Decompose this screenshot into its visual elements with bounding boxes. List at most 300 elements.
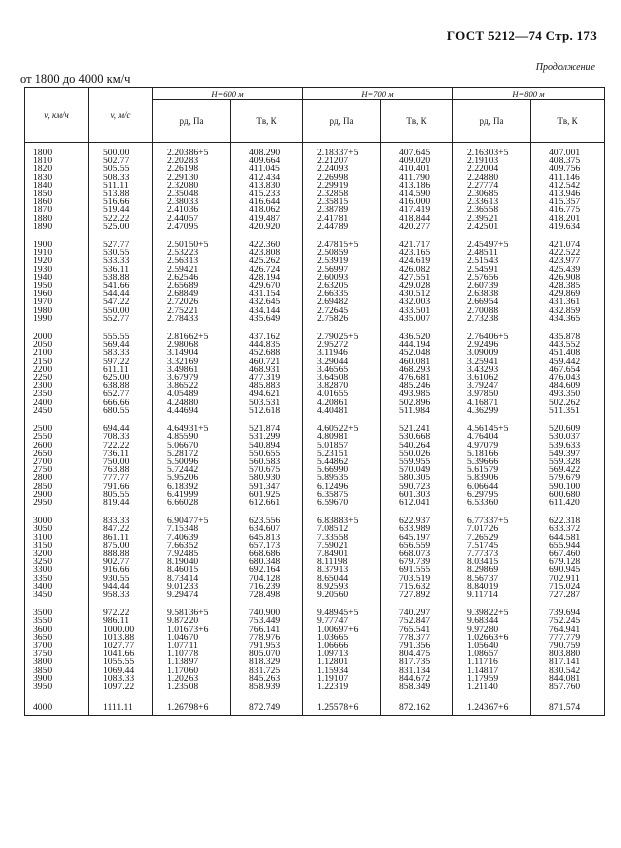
cell-pressure-600: 3.14904 bbox=[153, 349, 231, 357]
cell-speed-kmh: 1840 bbox=[25, 182, 89, 190]
cell-temp-800: 539.633 bbox=[531, 442, 605, 450]
spacer-cell bbox=[381, 599, 453, 609]
cell-temp-600: 428.194 bbox=[231, 274, 303, 282]
table-row bbox=[25, 190, 605, 198]
cell-temp-700: 580.305 bbox=[381, 474, 453, 482]
cell-temp-700: 550.026 bbox=[381, 450, 453, 458]
cell-temp-800: 459.442 bbox=[531, 358, 605, 366]
spacer-cell bbox=[89, 323, 153, 333]
cell-pressure-800: 3.09009 bbox=[453, 349, 531, 357]
cell-temp-700: 727.892 bbox=[381, 591, 453, 599]
cell-pressure-700: 1.06666 bbox=[303, 642, 381, 650]
cell-temp-600: 668.686 bbox=[231, 550, 303, 558]
cell-temp-800: 530.037 bbox=[531, 433, 605, 441]
cell-speed-ms: 791.66 bbox=[89, 483, 153, 491]
cell-speed-kmh: 3150 bbox=[25, 542, 89, 550]
cell-pressure-600: 4.85590 bbox=[153, 433, 231, 441]
cell-pressure-700: 9.48945+5 bbox=[303, 609, 381, 617]
cell-temp-800: 467.654 bbox=[531, 366, 605, 374]
cell-speed-kmh: 1940 bbox=[25, 274, 89, 282]
table-row bbox=[25, 642, 605, 650]
cell-pressure-600: 2.62546 bbox=[153, 274, 231, 282]
cell-temp-700: 430.512 bbox=[381, 290, 453, 298]
cell-pressure-600: 3.49861 bbox=[153, 366, 231, 374]
cell-pressure-800: 8.56737 bbox=[453, 575, 531, 583]
cell-speed-ms: 1041.66 bbox=[89, 650, 153, 658]
table-row bbox=[25, 675, 605, 683]
cell-pressure-700: 5.89535 bbox=[303, 474, 381, 482]
cell-pressure-700: 7.08512 bbox=[303, 525, 381, 533]
cell-temp-700: 804.475 bbox=[381, 650, 453, 658]
cell-temp-700: 559.955 bbox=[381, 458, 453, 466]
cell-pressure-600: 2.56313 bbox=[153, 257, 231, 265]
cell-pressure-600: 4.64931+5 bbox=[153, 425, 231, 433]
cell-temp-700: 521.241 bbox=[381, 425, 453, 433]
cell-temp-700: 493.985 bbox=[381, 390, 453, 398]
col-header-temperature: Tв, К bbox=[381, 100, 453, 143]
cell-speed-kmh: 2650 bbox=[25, 450, 89, 458]
cell-temp-600: 444.835 bbox=[231, 341, 303, 349]
cell-temp-800: 416.775 bbox=[531, 206, 605, 214]
cell-pressure-600: 2.44057 bbox=[153, 215, 231, 223]
cell-pressure-800: 2.63838 bbox=[453, 290, 531, 298]
cell-speed-kmh: 3600 bbox=[25, 626, 89, 634]
cell-temp-700: 645.197 bbox=[381, 534, 453, 542]
cell-pressure-600: 3.32169 bbox=[153, 358, 231, 366]
cell-temp-700: 485.246 bbox=[381, 382, 453, 390]
cell-temp-700: 460.081 bbox=[381, 358, 453, 366]
cell-temp-800: 413.946 bbox=[531, 190, 605, 198]
cell-pressure-600: 9.87220 bbox=[153, 617, 231, 625]
cell-pressure-800: 2.48511 bbox=[453, 249, 531, 257]
cell-pressure-800: 3.97850 bbox=[453, 390, 531, 398]
cell-temp-700: 590.723 bbox=[381, 483, 453, 491]
spacer-cell bbox=[303, 691, 381, 701]
cell-temp-600: 422.360 bbox=[231, 241, 303, 249]
cell-pressure-600: 2.50150+5 bbox=[153, 241, 231, 249]
cell-temp-700: 715.632 bbox=[381, 583, 453, 591]
cell-temp-700: 622.937 bbox=[381, 517, 453, 525]
cell-speed-ms: 502.77 bbox=[89, 157, 153, 165]
cell-temp-700: 429.028 bbox=[381, 282, 453, 290]
cell-pressure-700: 2.47815+5 bbox=[303, 241, 381, 249]
cell-temp-800: 476.043 bbox=[531, 374, 605, 382]
spacer-cell bbox=[153, 691, 231, 701]
cell-temp-600: 408.290 bbox=[231, 149, 303, 157]
table-row bbox=[25, 315, 605, 323]
cell-temp-800: 667.460 bbox=[531, 550, 605, 558]
cell-speed-ms: 958.33 bbox=[89, 591, 153, 599]
cell-pressure-800: 2.45497+5 bbox=[453, 241, 531, 249]
cell-pressure-800: 2.30685 bbox=[453, 190, 531, 198]
cell-pressure-800: 6.77337+5 bbox=[453, 517, 531, 525]
cell-pressure-800: 2.66954 bbox=[453, 298, 531, 306]
cell-pressure-700: 2.26998 bbox=[303, 174, 381, 182]
cell-pressure-600: 2.47095 bbox=[153, 223, 231, 231]
cell-speed-ms: 902.77 bbox=[89, 558, 153, 566]
cell-speed-kmh: 3850 bbox=[25, 667, 89, 675]
cell-pressure-700: 2.53919 bbox=[303, 257, 381, 265]
cell-temp-600: 634.607 bbox=[231, 525, 303, 533]
cell-temp-800: 679.128 bbox=[531, 558, 605, 566]
spacer-cell bbox=[303, 415, 381, 425]
spacer-cell bbox=[531, 691, 605, 701]
cell-speed-ms: 1055.55 bbox=[89, 658, 153, 666]
cell-pressure-600: 8.19040 bbox=[153, 558, 231, 566]
spacer-cell bbox=[89, 507, 153, 517]
cell-pressure-600: 4.24880 bbox=[153, 399, 231, 407]
cell-temp-800: 429.869 bbox=[531, 290, 605, 298]
table-row bbox=[25, 249, 605, 257]
cell-speed-ms: 875.00 bbox=[89, 542, 153, 550]
cell-pressure-700: 2.24093 bbox=[303, 165, 381, 173]
cell-speed-ms: 638.88 bbox=[89, 382, 153, 390]
table-row bbox=[25, 617, 605, 625]
cell-temp-600: 435.649 bbox=[231, 315, 303, 323]
table-row bbox=[25, 442, 605, 450]
cell-temp-600: 778.976 bbox=[231, 634, 303, 642]
cell-speed-ms: 694.44 bbox=[89, 425, 153, 433]
cell-pressure-800: 9.11714 bbox=[453, 591, 531, 599]
cell-temp-600: 477.319 bbox=[231, 374, 303, 382]
spacer-cell bbox=[153, 507, 231, 517]
cell-pressure-700: 1.19107 bbox=[303, 675, 381, 683]
cell-pressure-700: 2.69482 bbox=[303, 298, 381, 306]
cell-speed-ms: 888.88 bbox=[89, 550, 153, 558]
cell-pressure-700: 1.25578+6 bbox=[303, 701, 381, 716]
cell-pressure-700: 8.65044 bbox=[303, 575, 381, 583]
cell-pressure-600: 2.20386+5 bbox=[153, 149, 231, 157]
cell-pressure-800: 2.54591 bbox=[453, 266, 531, 274]
cell-pressure-700: 8.11198 bbox=[303, 558, 381, 566]
col-header-speed-ms: v, м/с bbox=[89, 88, 153, 143]
cell-temp-700: 421.717 bbox=[381, 241, 453, 249]
cell-temp-800: 493.350 bbox=[531, 390, 605, 398]
cell-speed-ms: 847.22 bbox=[89, 525, 153, 533]
cell-temp-600: 426.724 bbox=[231, 266, 303, 274]
cell-pressure-600: 7.66352 bbox=[153, 542, 231, 550]
spacer-cell bbox=[153, 231, 231, 241]
cell-speed-kmh: 2450 bbox=[25, 407, 89, 415]
cell-pressure-700: 1.00697+6 bbox=[303, 626, 381, 634]
cell-speed-ms: 611.11 bbox=[89, 366, 153, 374]
cell-speed-kmh: 1960 bbox=[25, 290, 89, 298]
spacer-cell bbox=[89, 599, 153, 609]
cell-speed-kmh: 4000 bbox=[25, 701, 89, 716]
cell-speed-ms: 583.33 bbox=[89, 349, 153, 357]
cell-speed-kmh: 2300 bbox=[25, 382, 89, 390]
col-header-pressure: pд, Па bbox=[453, 100, 531, 143]
cell-temp-600: 623.556 bbox=[231, 517, 303, 525]
cell-temp-700: 426.082 bbox=[381, 266, 453, 274]
cell-speed-kmh: 1880 bbox=[25, 215, 89, 223]
cell-pressure-800: 9.68344 bbox=[453, 617, 531, 625]
cell-temp-800: 715.024 bbox=[531, 583, 605, 591]
spacer-cell bbox=[153, 415, 231, 425]
cell-temp-800: 484.609 bbox=[531, 382, 605, 390]
cell-speed-ms: 1013.88 bbox=[89, 634, 153, 642]
col-header-speed-kmh: v, км/ч bbox=[25, 88, 89, 143]
spacer-cell bbox=[231, 599, 303, 609]
cell-temp-700: 417.419 bbox=[381, 206, 453, 214]
cell-pressure-700: 5.44862 bbox=[303, 458, 381, 466]
spacer-cell bbox=[303, 231, 381, 241]
cell-temp-700: 420.277 bbox=[381, 223, 453, 231]
cell-pressure-800: 9.39822+5 bbox=[453, 609, 531, 617]
cell-pressure-600: 1.07711 bbox=[153, 642, 231, 650]
cell-temp-600: 601.925 bbox=[231, 491, 303, 499]
cell-speed-ms: 666.66 bbox=[89, 399, 153, 407]
cell-temp-700: 413.186 bbox=[381, 182, 453, 190]
cell-pressure-800: 9.97280 bbox=[453, 626, 531, 634]
cell-pressure-600: 1.17060 bbox=[153, 667, 231, 675]
cell-speed-kmh: 1920 bbox=[25, 257, 89, 265]
table-row bbox=[25, 358, 605, 366]
cell-speed-kmh: 3450 bbox=[25, 591, 89, 599]
cell-pressure-600: 1.04670 bbox=[153, 634, 231, 642]
cell-speed-kmh: 1830 bbox=[25, 174, 89, 182]
cell-pressure-700: 9.20560 bbox=[303, 591, 381, 599]
table-row bbox=[25, 298, 605, 306]
cell-temp-700: 436.520 bbox=[381, 333, 453, 341]
spacer-cell bbox=[231, 507, 303, 517]
cell-speed-kmh: 3100 bbox=[25, 534, 89, 542]
cell-temp-800: 844.081 bbox=[531, 675, 605, 683]
cell-temp-800: 425.439 bbox=[531, 266, 605, 274]
cell-speed-ms: 833.33 bbox=[89, 517, 153, 525]
spacer-cell bbox=[153, 599, 231, 609]
cell-pressure-700: 4.60522+5 bbox=[303, 425, 381, 433]
cell-speed-ms: 530.55 bbox=[89, 249, 153, 257]
cell-pressure-700: 2.44789 bbox=[303, 223, 381, 231]
cell-temp-700: 432.003 bbox=[381, 298, 453, 306]
cell-temp-600: 423.808 bbox=[231, 249, 303, 257]
table-row bbox=[25, 399, 605, 407]
cell-temp-600: 645.813 bbox=[231, 534, 303, 542]
cell-pressure-600: 1.13897 bbox=[153, 658, 231, 666]
cell-temp-600: 740.900 bbox=[231, 609, 303, 617]
cell-pressure-800: 6.53360 bbox=[453, 499, 531, 507]
cell-temp-700: 872.162 bbox=[381, 701, 453, 716]
cell-speed-ms: 763.88 bbox=[89, 466, 153, 474]
spacer-cell bbox=[453, 691, 531, 701]
cell-temp-800: 502.262 bbox=[531, 399, 605, 407]
cell-speed-kmh: 1950 bbox=[25, 282, 89, 290]
table-row bbox=[25, 366, 605, 374]
cell-pressure-600: 2.65689 bbox=[153, 282, 231, 290]
cell-temp-800: 579.679 bbox=[531, 474, 605, 482]
table-row bbox=[25, 290, 605, 298]
cell-pressure-800: 7.51745 bbox=[453, 542, 531, 550]
cell-temp-800: 435.878 bbox=[531, 333, 605, 341]
spacer-cell bbox=[303, 599, 381, 609]
cell-speed-kmh: 1800 bbox=[25, 149, 89, 157]
cell-temp-800: 419.634 bbox=[531, 223, 605, 231]
cell-temp-700: 427.551 bbox=[381, 274, 453, 282]
cell-pressure-600: 2.38033 bbox=[153, 198, 231, 206]
cell-speed-kmh: 3800 bbox=[25, 658, 89, 666]
cell-temp-700: 468.293 bbox=[381, 366, 453, 374]
cell-temp-600: 791.953 bbox=[231, 642, 303, 650]
cell-temp-600: 716.239 bbox=[231, 583, 303, 591]
cell-temp-800: 777.779 bbox=[531, 634, 605, 642]
cell-temp-700: 831.134 bbox=[381, 667, 453, 675]
cell-pressure-800: 8.84019 bbox=[453, 583, 531, 591]
cell-temp-600: 452.688 bbox=[231, 349, 303, 357]
spacer-cell bbox=[25, 599, 89, 609]
cell-pressure-700: 2.60093 bbox=[303, 274, 381, 282]
cell-speed-kmh: 2000 bbox=[25, 333, 89, 341]
cell-pressure-800: 2.36558 bbox=[453, 206, 531, 214]
cell-temp-800: 702.911 bbox=[531, 575, 605, 583]
cell-pressure-700: 1.12801 bbox=[303, 658, 381, 666]
cell-pressure-700: 1.09713 bbox=[303, 650, 381, 658]
cell-speed-ms: 525.00 bbox=[89, 223, 153, 231]
cell-pressure-600: 2.26198 bbox=[153, 165, 231, 173]
cell-pressure-700: 7.84901 bbox=[303, 550, 381, 558]
cell-speed-kmh: 3500 bbox=[25, 609, 89, 617]
cell-pressure-800: 4.16871 bbox=[453, 399, 531, 407]
cell-speed-kmh: 3050 bbox=[25, 525, 89, 533]
cell-temp-800: 633.372 bbox=[531, 525, 605, 533]
spacer-cell bbox=[231, 231, 303, 241]
cell-speed-ms: 522.22 bbox=[89, 215, 153, 223]
cell-temp-700: 511.984 bbox=[381, 407, 453, 415]
cell-pressure-700: 3.46565 bbox=[303, 366, 381, 374]
cell-temp-800: 644.581 bbox=[531, 534, 605, 542]
cell-temp-700: 612.041 bbox=[381, 499, 453, 507]
cell-speed-kmh: 1910 bbox=[25, 249, 89, 257]
cell-speed-kmh: 3950 bbox=[25, 683, 89, 691]
cell-speed-kmh: 1930 bbox=[25, 266, 89, 274]
cell-temp-700: 765.541 bbox=[381, 626, 453, 634]
cell-temp-600: 494.621 bbox=[231, 390, 303, 398]
cell-speed-ms: 1027.77 bbox=[89, 642, 153, 650]
table-row bbox=[25, 499, 605, 507]
cell-speed-kmh: 1850 bbox=[25, 190, 89, 198]
table-body bbox=[25, 143, 605, 716]
cell-temp-600: 818.329 bbox=[231, 658, 303, 666]
cell-speed-kmh: 2400 bbox=[25, 399, 89, 407]
col-header-temperature: Tв, К bbox=[231, 100, 303, 143]
table-row bbox=[25, 683, 605, 691]
cell-speed-ms: 722.22 bbox=[89, 442, 153, 450]
cell-speed-ms: 550.00 bbox=[89, 307, 153, 315]
cell-temp-800: 817.141 bbox=[531, 658, 605, 666]
cell-pressure-800: 2.16303+5 bbox=[453, 149, 531, 157]
cell-pressure-800: 1.11716 bbox=[453, 658, 531, 666]
cell-speed-ms: 511.11 bbox=[89, 182, 153, 190]
cell-temp-800: 690.945 bbox=[531, 566, 605, 574]
cell-temp-600: 753.449 bbox=[231, 617, 303, 625]
cell-temp-800: 790.759 bbox=[531, 642, 605, 650]
cell-temp-700: 679.739 bbox=[381, 558, 453, 566]
cell-temp-700: 476.681 bbox=[381, 374, 453, 382]
cell-temp-700: 444.194 bbox=[381, 341, 453, 349]
cell-temp-600: 468.931 bbox=[231, 366, 303, 374]
cell-pressure-600: 2.72026 bbox=[153, 298, 231, 306]
cell-speed-kmh: 1970 bbox=[25, 298, 89, 306]
cell-pressure-700: 2.29919 bbox=[303, 182, 381, 190]
cell-temp-800: 764.941 bbox=[531, 626, 605, 634]
cell-temp-700: 410.401 bbox=[381, 165, 453, 173]
cell-temp-600: 460.721 bbox=[231, 358, 303, 366]
atmosphere-table bbox=[24, 87, 605, 716]
cell-speed-ms: 536.11 bbox=[89, 266, 153, 274]
cell-speed-ms: 1069.44 bbox=[89, 667, 153, 675]
cell-temp-800: 451.408 bbox=[531, 349, 605, 357]
cell-pressure-700: 2.95272 bbox=[303, 341, 381, 349]
cell-pressure-700: 2.21207 bbox=[303, 157, 381, 165]
cell-temp-700: 633.989 bbox=[381, 525, 453, 533]
table-row bbox=[25, 433, 605, 441]
cell-temp-800: 423.977 bbox=[531, 257, 605, 265]
cell-speed-kmh: 2700 bbox=[25, 458, 89, 466]
cell-pressure-800: 5.39666 bbox=[453, 458, 531, 466]
cell-pressure-600: 6.18392 bbox=[153, 483, 231, 491]
cell-pressure-700: 2.75826 bbox=[303, 315, 381, 323]
cell-temp-700: 418.844 bbox=[381, 215, 453, 223]
cell-pressure-600: 1.26798+6 bbox=[153, 701, 231, 716]
cell-pressure-800: 8.03415 bbox=[453, 558, 531, 566]
cell-temp-600: 411.045 bbox=[231, 165, 303, 173]
cell-pressure-600: 5.95206 bbox=[153, 474, 231, 482]
group-header-800: H=800 м bbox=[453, 88, 605, 100]
spacer-cell bbox=[89, 231, 153, 241]
table-row bbox=[25, 450, 605, 458]
cell-pressure-700: 7.59021 bbox=[303, 542, 381, 550]
cell-temp-800: 411.146 bbox=[531, 174, 605, 182]
cell-temp-600: 437.162 bbox=[231, 333, 303, 341]
cell-pressure-700: 4.01655 bbox=[303, 390, 381, 398]
spacer-cell bbox=[153, 323, 231, 333]
cell-pressure-700: 2.35815 bbox=[303, 198, 381, 206]
continuation-label: Продолжение bbox=[535, 62, 595, 73]
cell-pressure-600: 2.32080 bbox=[153, 182, 231, 190]
cell-temp-600: 415.233 bbox=[231, 190, 303, 198]
cell-pressure-800: 4.36299 bbox=[453, 407, 531, 415]
cell-speed-kmh: 1980 bbox=[25, 307, 89, 315]
cell-speed-kmh: 2900 bbox=[25, 491, 89, 499]
cell-temp-700: 433.501 bbox=[381, 307, 453, 315]
cell-pressure-800: 2.19103 bbox=[453, 157, 531, 165]
cell-pressure-700: 5.23151 bbox=[303, 450, 381, 458]
cell-speed-ms: 538.88 bbox=[89, 274, 153, 282]
table-row bbox=[25, 341, 605, 349]
cell-pressure-800: 6.29795 bbox=[453, 491, 531, 499]
cell-temp-700: 423.165 bbox=[381, 249, 453, 257]
spacer-cell bbox=[381, 323, 453, 333]
table-row bbox=[25, 575, 605, 583]
cell-temp-800: 622.318 bbox=[531, 517, 605, 525]
table-row bbox=[25, 550, 605, 558]
cell-pressure-800: 1.21140 bbox=[453, 683, 531, 691]
cell-pressure-600: 2.35048 bbox=[153, 190, 231, 198]
cell-temp-600: 432.645 bbox=[231, 298, 303, 306]
cell-pressure-600: 2.98068 bbox=[153, 341, 231, 349]
cell-temp-600: 560.583 bbox=[231, 458, 303, 466]
cell-temp-800: 511.351 bbox=[531, 407, 605, 415]
cell-temp-600: 845.263 bbox=[231, 675, 303, 683]
cell-temp-700: 530.668 bbox=[381, 433, 453, 441]
cell-temp-700: 540.264 bbox=[381, 442, 453, 450]
cell-temp-600: 680.348 bbox=[231, 558, 303, 566]
cell-speed-kmh: 3250 bbox=[25, 558, 89, 566]
cell-speed-kmh: 2550 bbox=[25, 433, 89, 441]
cell-pressure-600: 1.20263 bbox=[153, 675, 231, 683]
cell-temp-700: 407.645 bbox=[381, 149, 453, 157]
cell-temp-600: 434.144 bbox=[231, 307, 303, 315]
